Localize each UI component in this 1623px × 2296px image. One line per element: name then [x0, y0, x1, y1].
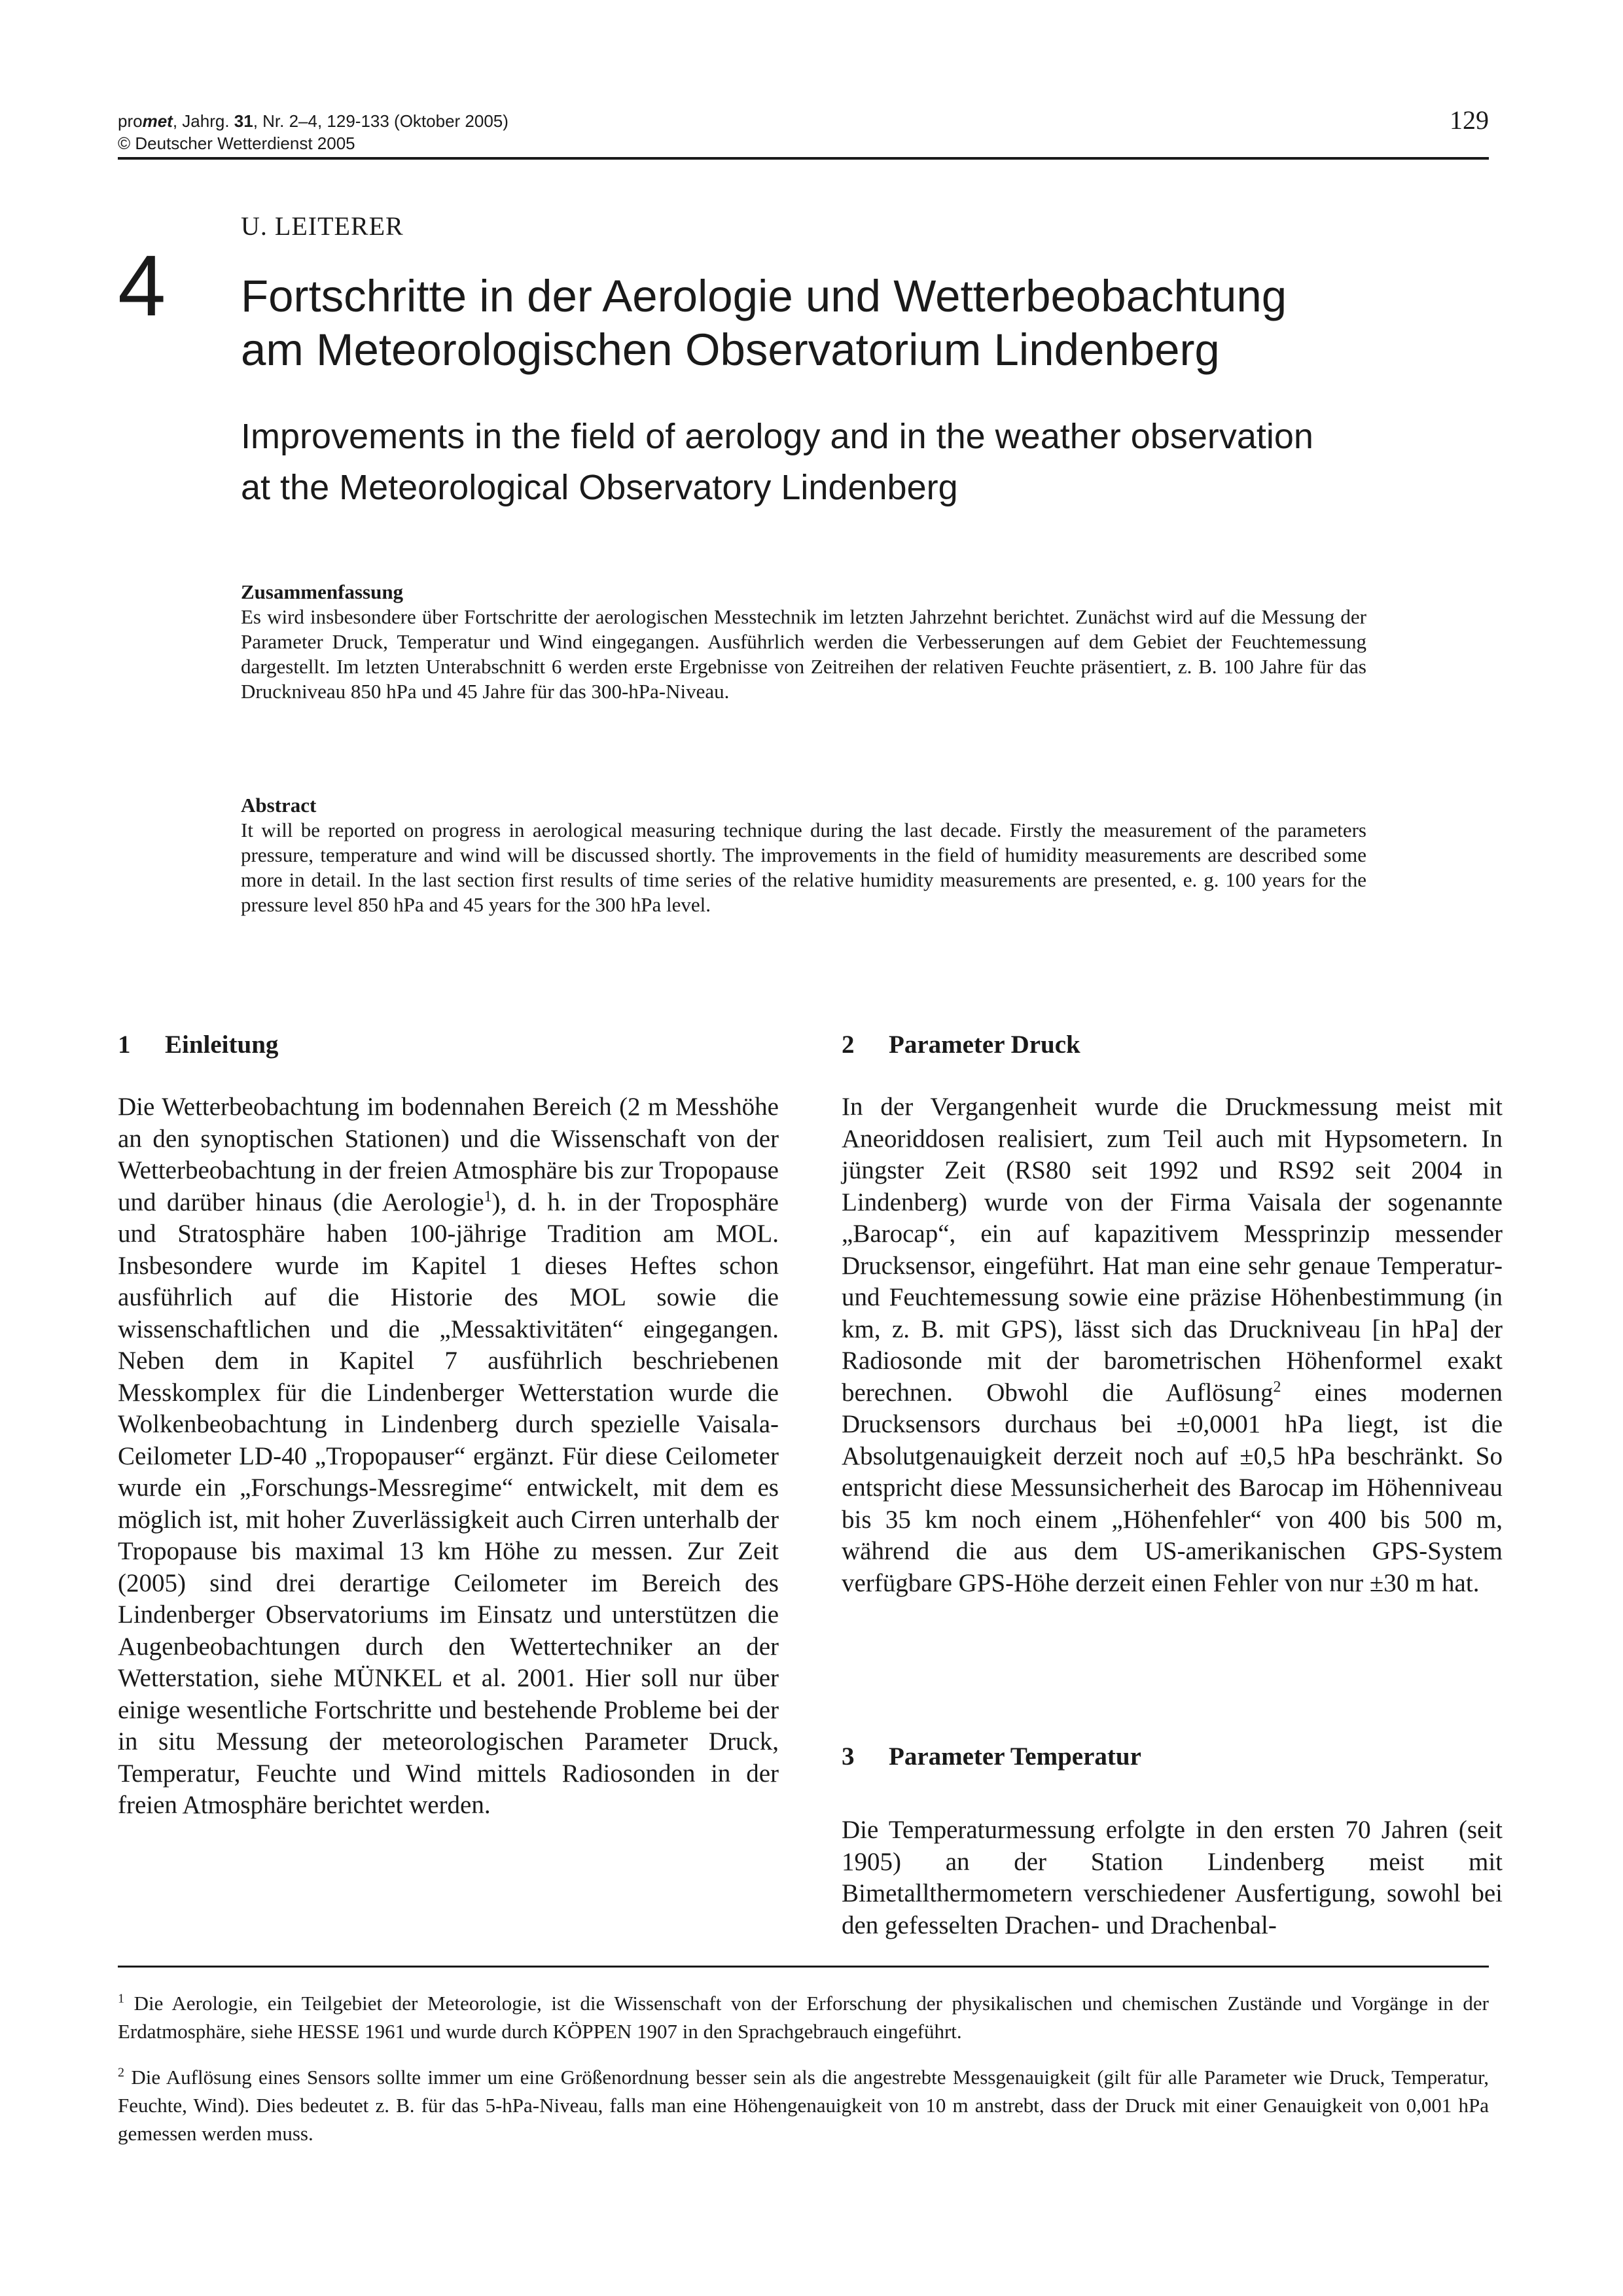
section-1-heading [118, 1030, 278, 1059]
title-english [241, 411, 1484, 513]
journal-rest: , Nr. 2–4, 129-133 (Oktober 2005) [253, 111, 508, 131]
footnote-rule [118, 1966, 1489, 1968]
journal-volume-label: , Jahrg. [172, 111, 234, 131]
section-1-text-b: ), d. h. in der Troposphäre und Stratosphäre haben 100-jährige Tradition am MOL. Insbesondere wurde im Kapitel 1 dieses Heftes schon ausführlich auf die Historie des MOL sowie die wissenschaftlichen und die „Messaktivitäten“ eingegangen. Neben dem in Kapitel 7 ausführlich beschriebenen Messkomplex für die Lindenberger Wetterstation wurde die Wolkenbeobachtung in Lindenberg durch spezielle Vaisala-Ceilometer LD-40 „Tropopauser“ ergänzt. Für diese Ceilometer wurde ein „Forschungs-Messregime“ entwickelt, mit dem es möglich ist, mit hoher Zuverlässigkeit auch Cirren unterhalb der Tropopause bis maximal 13 km Höhe zu messen. Zur Zeit (2005) sind drei derartige Ceilometer im Bereich des Lindenberger Observatoriums im Einsatz und unterstützen die Augenbeobachtungen durch den Wettertechniker an der Wetterstation, siehe MÜNKEL et al. 2001. Hier soll nur über einige wesentliche Fortschritte und bestehende Probleme bei der in situ Messung der meteorologischen Parameter Druck, Temperatur, Feuchte und Wind mittels Radiosonden in der freien Atmosphäre berichtet werden. [118, 1188, 779, 1819]
section-2-body [842, 1091, 1503, 1599]
chapter-number: 4 [118, 238, 166, 334]
title-english-line-2: at the Meteorological Observatory Lindenberg [241, 468, 958, 507]
section-2-text-a: In der Vergangenheit wurde die Druckmessung meist mit Aneoriddosen realisiert, zum Teil auch mit Hypsometern. In jüngster Zeit (RS80 seit 1992 und RS92 seit 2004 in Lindenberg) wurde von der Firma Vaisala der sogenannte „Barocap“, ein auf kapazitivem Messprinzip messender Drucksensor, eingeführt. Hat man eine sehr genaue Temperatur- und Feuchtemessung sowie eine präzise Höhenbestimmung (in km, z. B. mit GPS), lässt sich das Druckniveau [in hPa] der Radiosonde mit der barometrischen Höhenformel exakt berechnen. Obwohl die Auflösung [842, 1093, 1503, 1407]
journal-volume: 31 [234, 111, 253, 131]
section-1-number: 1 [118, 1031, 131, 1059]
section-2-heading [842, 1030, 1080, 1059]
section-3-number: 3 [842, 1742, 855, 1771]
footnote-1-marker: 1 [118, 1991, 124, 2006]
header-rule [118, 157, 1489, 160]
title-german-line-2: am Meteorologischen Observatorium Lindenberg [241, 325, 1220, 375]
zusammenfassung-label: Zusammenfassung [241, 580, 404, 603]
footnote-2-marker: 2 [118, 2065, 124, 2080]
footnote-1-text: Die Aerologie, ein Teilgebiet der Meteorologie, ist die Wissenschaft von der Erforschung der physikalischen und chemischen Zustände und Vorgänge in der Erdatmosphäre, siehe HESSE 1961 und wurde durch KÖPPEN 1907 in den Sprachgebrauch eingeführt. [118, 1992, 1489, 2043]
footnote-ref-1[interactable]: 1 [484, 1188, 492, 1205]
footnote-ref-2[interactable]: 2 [1273, 1378, 1281, 1396]
zusammenfassung-text: Es wird insbesondere über Fortschritte der aerologischen Messtechnik im letzten Jahrzehnt berichtet. Zunächst wird auf die Messung der Parameter Druck, Temperatur und Wind eingegangen. Ausführlich werden die Verbesserungen auf dem Gebiet der Feuchtemessung dargestellt. Im letzten Unterabschnitt 6 werden erste Ergebnisse von Zeitreihen der relativen Feuchte präsentiert, z. B. 100 Jahre für das Druckniveau 850 hPa und 45 Jahre für das 300-hPa-Niveau. [241, 605, 1366, 703]
zusammenfassung [241, 580, 1366, 704]
section-2-text-b: eines modernen Drucksensors durchaus bei ±0,0001 hPa liegt, ist die Absolutgenauigkeit derzeit noch auf ±0,5 hPa beschränkt. So entspricht diese Messunsicherheit des Barocap im Höhenniveau bis 35 km noch einem „Höhenfehler“ von 400 bis 500 m, während die aus dem US-amerikanischen GPS-System verfügbare GPS-Höhe derzeit einen Fehler von nur ±30 m hat. [842, 1378, 1503, 1597]
copyright: © Deutscher Wetterdienst 2005 [118, 133, 355, 153]
footnote-2 [118, 2063, 1489, 2147]
abstract [241, 793, 1366, 917]
section-1-title: Einleitung [165, 1031, 279, 1059]
section-1-body [118, 1091, 779, 1822]
section-3-heading [842, 1742, 1141, 1771]
section-3-body: Die Temperaturmessung erfolgte in den ersten 70 Jahren (seit 1905) an der Station Lindenberg meist mit Bimetallthermometern verschiedener Ausfertigung, sowohl bei den gefesselten Drachen- und Drachenbal- [842, 1816, 1503, 1939]
section-3-title: Parameter Temperatur [889, 1742, 1141, 1771]
running-head [118, 110, 903, 154]
page-number: 129 [1450, 105, 1489, 135]
journal-line [118, 110, 903, 132]
abstract-label: Abstract [241, 794, 317, 817]
journal-name: met [142, 111, 173, 131]
author: U. LEITERER [241, 211, 404, 241]
section-1-text-a: Die Wetterbeobachtung im bodennahen Bereich (2 m Messhöhe an den synoptischen Stationen) und die Wissenschaft von der Wetterbeobachtung in der freien Atmosphäre bis zur Tropopause und darüber hinaus (die Aerologie [118, 1093, 779, 1216]
abstract-text: It will be reported on progress in aerological measuring technique during the last decade. Firstly the measurement of the parameters pressure, temperature and wind will be discussed shortly. The improvements in the field of humidity measurements are described some more in detail. In the last section first results of time series of the relative humidity measurements are presented, e. g. 100 years for the pressure level 850 hPa and 45 years for the 300 hPa level. [241, 819, 1366, 916]
section-2-title: Parameter Druck [889, 1031, 1080, 1059]
title-german [241, 270, 1484, 377]
title-english-line-1: Improvements in the field of aerology and in the weather observation [241, 417, 1313, 456]
footnote-2-text: Die Auflösung eines Sensors sollte immer um eine Größenordnung besser sein als die angestrebte Messgenauigkeit (gilt für alle Parameter wie Druck, Temperatur, Feuchte, Wind). Dies bedeutet z. B. für das 5-hPa-Niveau, falls man eine Höhengenauigkeit von 10 m anstrebt, dass der Druck mit einer Genauigkeit von 0,001 hPa gemessen werden muss. [118, 2066, 1489, 2145]
section-2-number: 2 [842, 1031, 855, 1059]
journal-prefix: pro [118, 111, 143, 131]
title-german-line-1: Fortschritte in der Aerologie und Wetterbeobachtung [241, 271, 1287, 321]
footnote-1 [118, 1989, 1489, 2045]
